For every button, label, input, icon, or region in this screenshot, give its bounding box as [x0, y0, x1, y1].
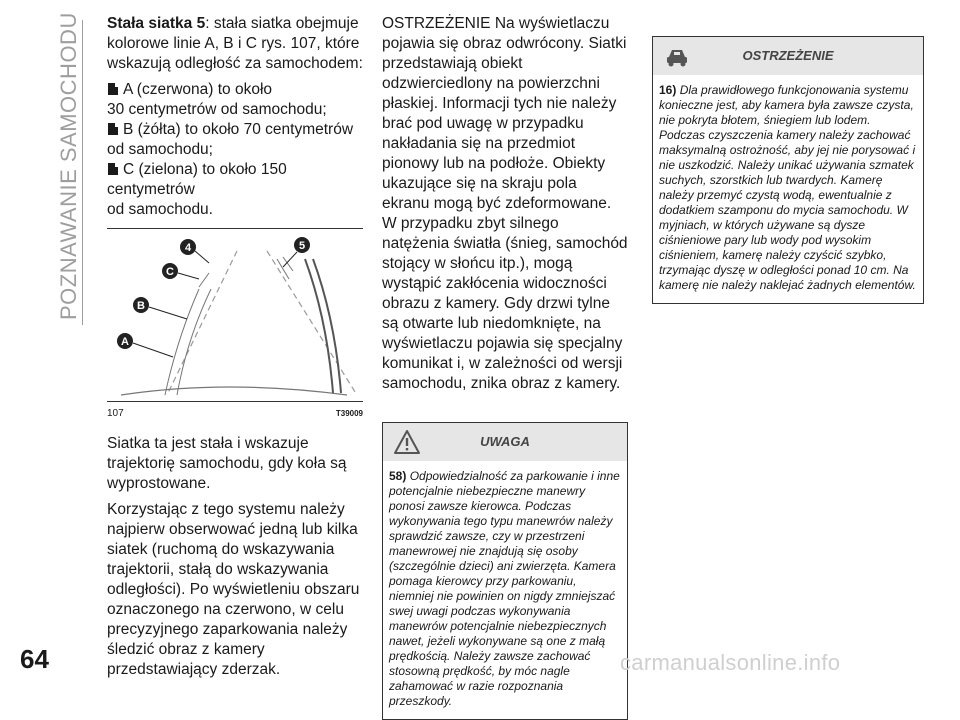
- note-text: Odpowiedzialność za parkowanie i inne potencjalnie niebezpieczne manewry ponosi zawsze kierowca. Podczas wykonywania tego typu manewrów należy sprawdzić zawsze, czy w przestrzeni manewrowej nie znajdują się osoby (szczególnie dzieci) ani zwierzęta. Kamera pomaga kierowcy przy parkowaniu, niemniej nie powinien on nigdy zmniejszać swej uwagi podczas wykonywania manewrów potencjalnie niebezpiecznych nawet, jeżeli wykonywane są one z małą prędkością. Należy zawsze zachować stosowną prędkość, by móc nagle zahamować w razie rozpoznania przeszkody.: [389, 469, 620, 708]
- callout-4-label: 4: [184, 242, 192, 254]
- column-1: [107, 14, 363, 686]
- list-item-text: B (żółta) to około 70 centymetrów: [123, 121, 354, 138]
- list-item-text: C (zielona) to około 150 centymetrów: [107, 161, 287, 198]
- intro-paragraph: [107, 14, 363, 74]
- intro-text: : stała siatka obejmuje kolorowe linie A, B i C rys. 107, które wskazują odległość za samochodem:: [107, 15, 363, 72]
- paragraph: Korzystając z tego systemu należy najpierw obserwować jedną lub kilka siatek (ruchomą do wskazywania trajektorii, stałą do wskazywania odległości). Po wyświetleniu obszaru oznaczonego na czerwono, w celu precyzyjnego zaparkowania należy śledzić obraz z kamery przedstawiający zderzak.: [107, 501, 360, 678]
- intro-bold: Stała siatka 5: [107, 15, 206, 32]
- callout-b: [133, 297, 187, 319]
- warning-paragraph: OSTRZEŻENIE Na wyświetlaczu pojawia się obraz odwrócony. Siatki przedstawiają obiekt odzwierciedlony na powierzchni płaskiej. Informacji tych nie należy brać pod uwagę w przypadku nakładania się na przedmiot pionowy lub na podłoże. Obiekty ukazujące się na skraju pola ekranu mogą być zdeformowane. W przypadku zbyt silnego natężenia światła (śnieg, samochód stojący w słońcu itp.), mogą wystąpić zakłócenia widoczności obrazu z kamery. Gdy drzwi tylne są otwarte lub niedomknięte, na wyświetlaczu pojawia się specjalny komunikat i, w zależności od wersji samochodu, znika obraz z kamery.: [382, 15, 628, 392]
- callout-a-label: A: [121, 336, 129, 348]
- paragraph: Siatka ta jest stała i wskazuje trajektorię samochodu, gdy koła są wyprostowane.: [107, 435, 347, 492]
- list-item-cont: 30 centymetrów od samochodu;: [107, 101, 327, 118]
- list-item-text: A (czerwona) to około: [123, 81, 273, 98]
- callout-5-label: 5: [298, 240, 306, 252]
- bullet-icon: [107, 122, 119, 136]
- ostrzezenie-box: [652, 36, 924, 304]
- bullet-icon: [107, 82, 119, 96]
- uwaga-box-body: [383, 461, 627, 719]
- callout-c-label: C: [166, 266, 174, 278]
- figure-number: 107: [107, 408, 124, 419]
- parking-grid-illustration: [107, 229, 363, 401]
- warning-triangle-icon: [393, 429, 421, 455]
- column-2: [382, 14, 628, 720]
- ostrzezenie-box-title: OSTRZEŻENIE: [742, 48, 834, 63]
- bumper-curve: [121, 387, 347, 395]
- callout-4: [180, 239, 209, 263]
- section-title: POZNAWANIE SAMOCHODU: [56, 12, 81, 320]
- figure-code: T39009: [335, 409, 363, 418]
- figure-caption: [107, 404, 363, 424]
- list-item: [107, 120, 363, 140]
- section-title-vertical: [56, 12, 82, 320]
- car-warning-icon: [663, 43, 691, 69]
- trajectory-line-right: [267, 251, 357, 395]
- watermark: carmanualsonline.info: [620, 650, 841, 675]
- list-item: [107, 80, 363, 100]
- page-number: 64: [20, 644, 49, 674]
- note-text: Dla prawidłowego funkcjonowania systemu konieczne jest, aby kamera była zawsze czysta, nie pokryta błotem, śniegiem lub lodem. Podczas czyszczenia kamery należy zachować maksymalną ostrożność, aby jej nie porysować i nie uszkodzić. Należy unikać używania szmatek suchych, szorstkich lub twardych. Kamerę należy przemyć czystą wodą, ewentualnie z dodatkiem szamponu do mycia samochodu. W myjniach, w których używane są dysze ciśnieniowe pary lub wody pod wysokim ciśnieniem, kamerę należy czyścić szybko, trzymając dyszę w odległości ponad 10 cm. Na kamerę nie należy naklejać żadnych elementów.: [659, 83, 916, 292]
- uwaga-box-header: [383, 423, 627, 461]
- note-number: 58): [389, 469, 407, 483]
- ostrzezenie-box-body: [653, 75, 923, 303]
- section-divider: [82, 20, 83, 325]
- callout-b-label: B: [137, 300, 145, 312]
- list-item-cont: od samochodu;: [107, 141, 213, 158]
- uwaga-box-title: UWAGA: [480, 434, 530, 449]
- ostrzezenie-box-header: [653, 37, 923, 75]
- bullet-icon: [107, 162, 119, 176]
- note-number: 16): [659, 83, 677, 97]
- column-3: [652, 14, 924, 304]
- callout-a: [117, 333, 173, 357]
- callout-c: [162, 263, 199, 279]
- list-item: [107, 160, 363, 200]
- uwaga-box: [382, 422, 628, 720]
- figure-107: [107, 228, 363, 402]
- list-item-cont: od samochodu.: [107, 201, 213, 218]
